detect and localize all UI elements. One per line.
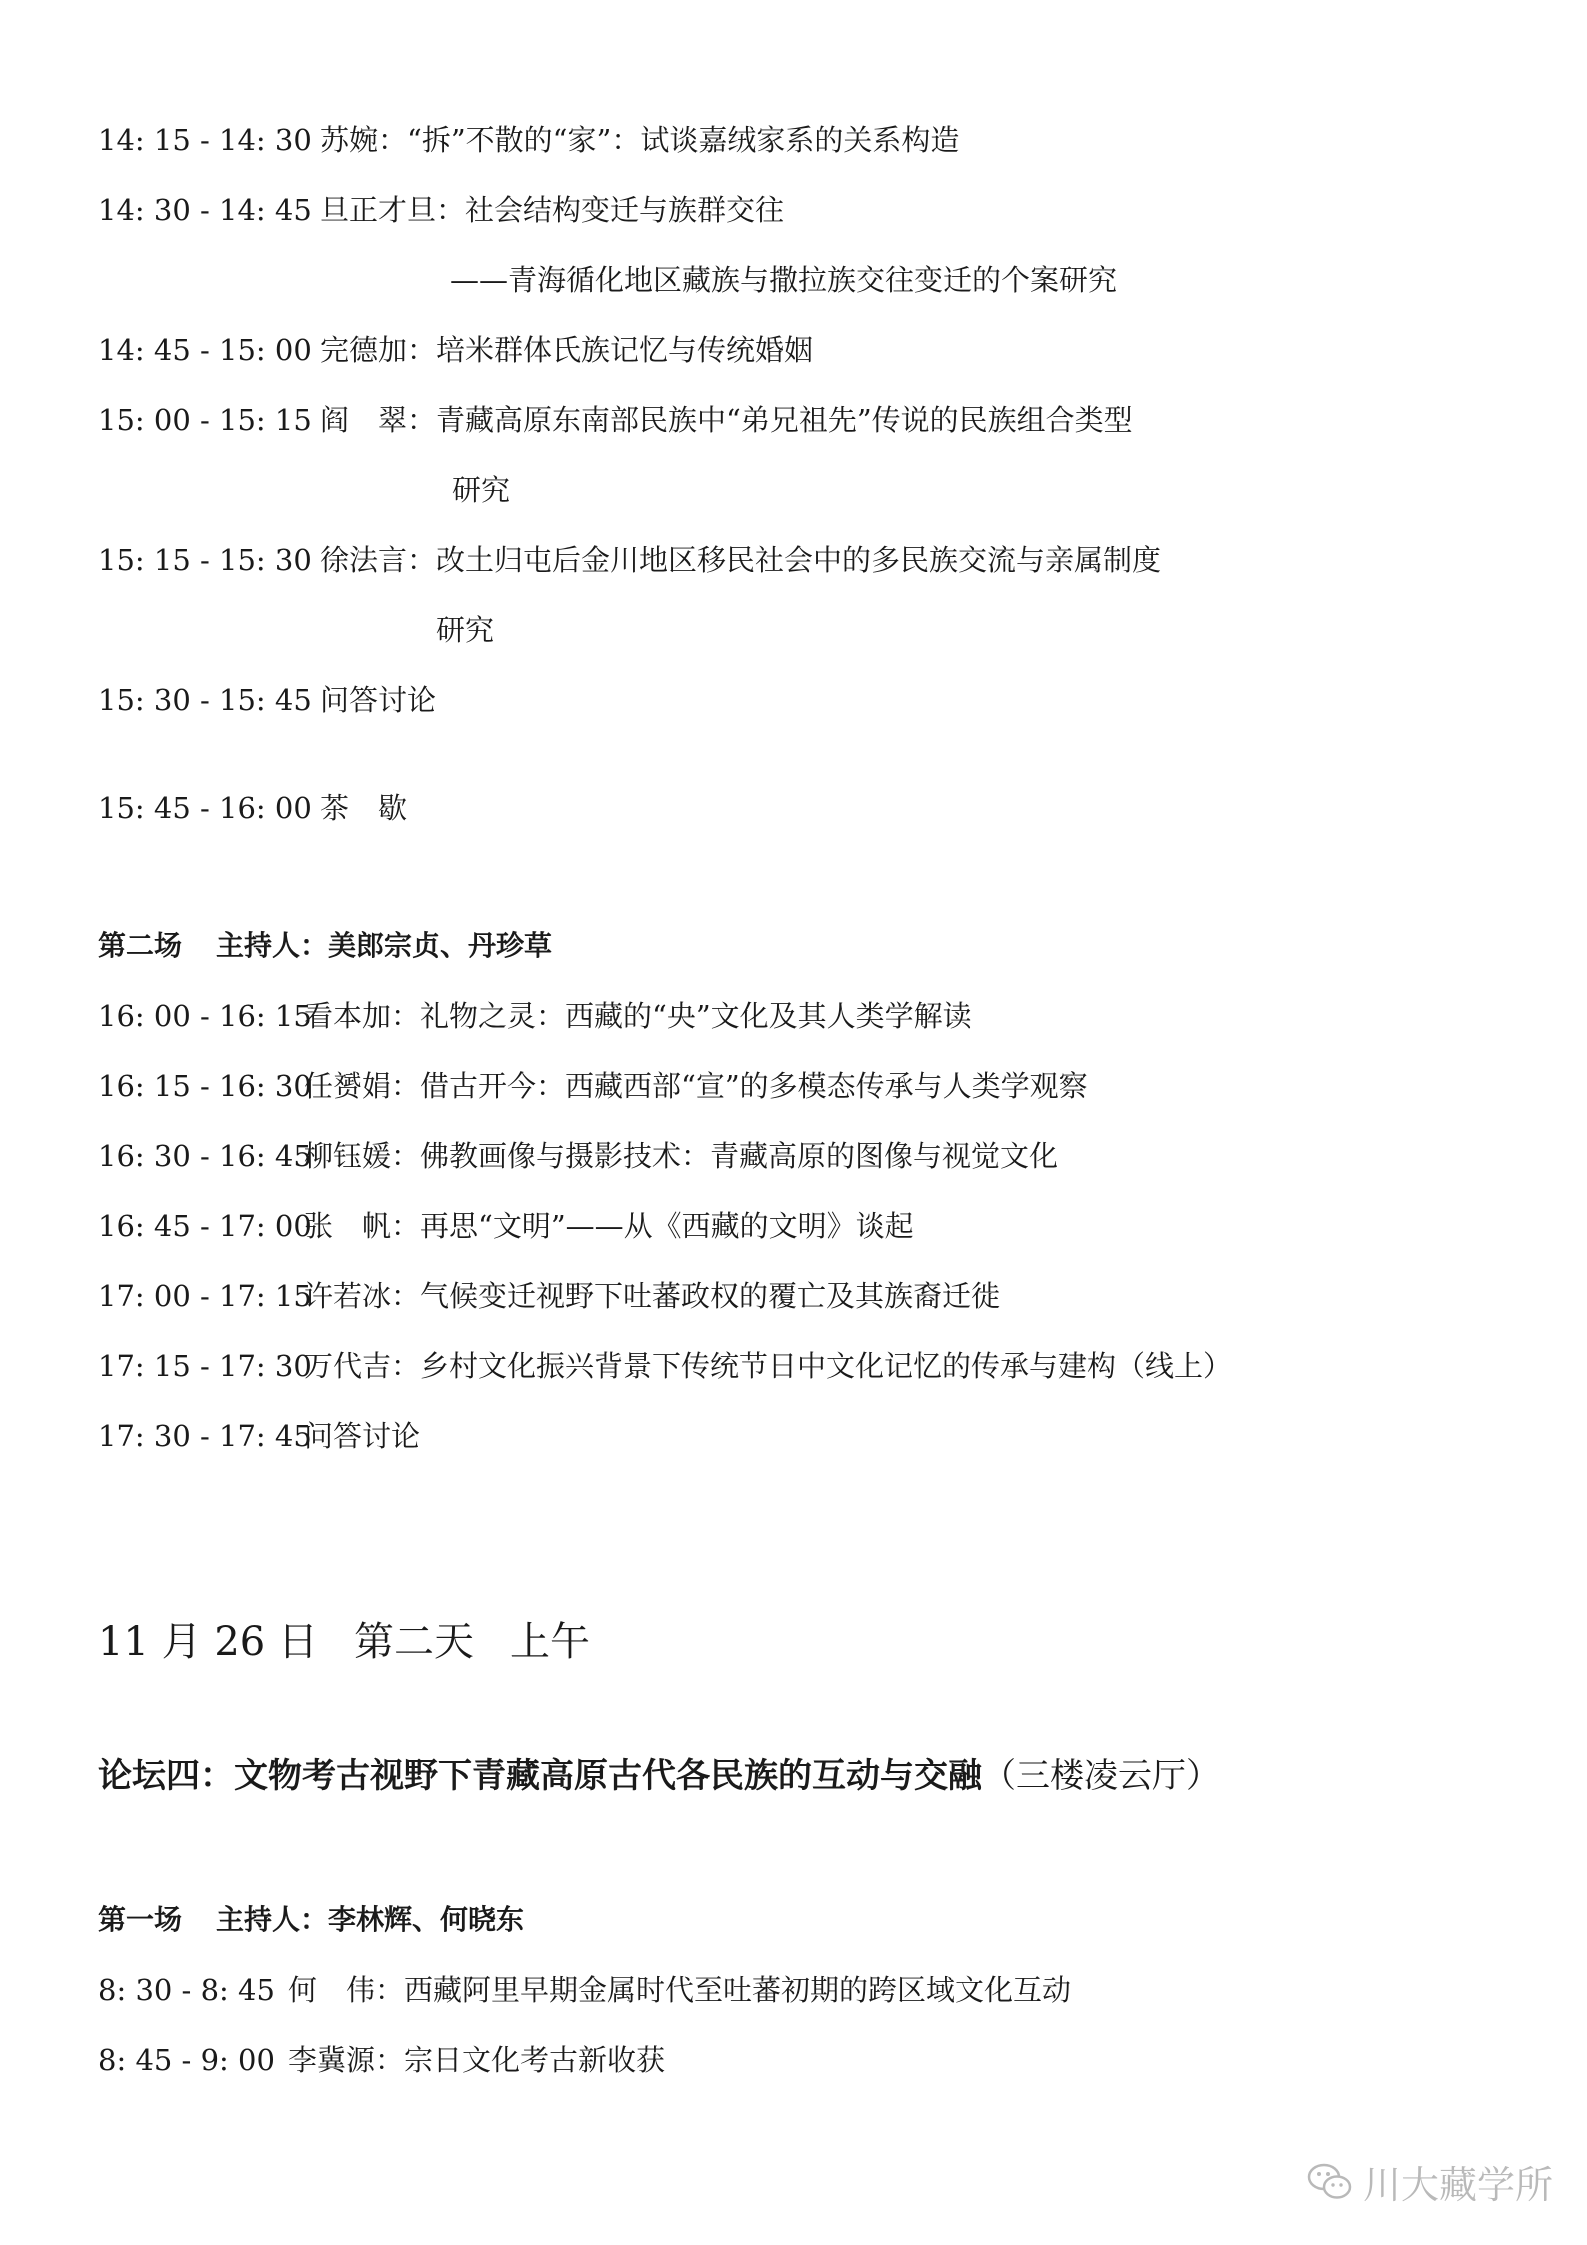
schedule-row: 16: 45 - 17: 00张 帆：再思“文明”——从《西藏的文明》谈起 (98, 1206, 914, 1246)
speaker-name: 李冀源 (288, 2043, 376, 2077)
session-hosts: 主持人：美郎宗贞、丹珍草 (216, 929, 553, 962)
session-label: 第二场 (98, 929, 183, 962)
time-slot: 8: 30 - 8: 45 (98, 1973, 275, 2007)
time-slot: 16: 45 - 17: 00 (98, 1209, 312, 1243)
talk-title: 社会结构变迁与族群交往 (465, 193, 785, 227)
speaker-name: 徐法言 (320, 543, 408, 577)
schedule-row-break (98, 788, 407, 828)
speaker-name: 张 帆 (304, 1209, 392, 1243)
schedule-row: 8: 45 - 9: 00 李冀源：宗日文化考古新收获 (98, 2040, 665, 2080)
talk-title-continuation: 研究 (452, 473, 511, 507)
tea-break-label: 茶 歇 (320, 791, 408, 825)
talk-title: 借古开今：西藏西部“宣”的多模态传承与人类学观察 (420, 1069, 1088, 1103)
day-label: 第二天 (353, 1619, 474, 1665)
talk-title: 气候变迁视野下吐蕃政权的覆亡及其族裔迁徙 (420, 1279, 1001, 1313)
schedule-row: 17: 15 - 17: 30万代吉：乡村文化振兴背景下传统节日中文化记忆的传承与建构（线上） (98, 1346, 1232, 1386)
time-slot: 17: 15 - 17: 30 (98, 1349, 312, 1383)
forum-location: （三楼凌云厅） (982, 1756, 1220, 1796)
talk-title: 再思“文明”——从《西藏的文明》谈起 (420, 1209, 914, 1243)
schedule-row: 14: 45 - 15: 00 完德加：培米群体氏族记忆与传统婚姻 (98, 330, 813, 370)
speaker-name: 万代吉 (304, 1349, 392, 1383)
time-slot: 15: 15 - 15: 30 (98, 543, 312, 577)
speaker-name: 苏婉 (320, 123, 379, 157)
talk-title-continuation: 研究 (436, 613, 495, 647)
time-slot: 15: 45 - 16: 00 (98, 791, 312, 825)
time-slot: 14: 15 - 14: 30 (98, 123, 312, 157)
talk-subtitle: ——青海循化地区藏族与撒拉族交往变迁的个案研究 (450, 263, 1118, 297)
session-hosts: 主持人：李林辉、何晓东 (216, 1903, 525, 1936)
session-label: 第一场 (98, 1903, 183, 1936)
talk-title: 西藏阿里早期金属时代至吐蕃初期的跨区域文化互动 (404, 1973, 1072, 2007)
talk-title: 乡村文化振兴背景下传统节日中文化记忆的传承与建构（线上） (420, 1349, 1233, 1383)
day-date: 11 月 26 日 (98, 1619, 318, 1665)
day-period: 上午 (509, 1619, 590, 1665)
speaker-name: 阎 翠 (320, 403, 408, 437)
time-slot: 17: 30 - 17: 45 (98, 1419, 312, 1453)
time-slot: 16: 30 - 16: 45 (98, 1139, 312, 1173)
forum-heading (98, 1748, 1220, 1797)
speaker-name: 柳钰媛 (304, 1139, 392, 1173)
time-slot: 16: 15 - 16: 30 (98, 1069, 312, 1103)
speaker-name: 何 伟 (288, 1973, 376, 2007)
time-slot: 14: 30 - 14: 45 (98, 193, 312, 227)
watermark (1307, 2154, 1553, 2209)
talk-title: 佛教画像与摄影技术：青藏高原的图像与视觉文化 (420, 1139, 1059, 1173)
session-header (98, 926, 552, 966)
forum-title: 论坛四：文物考古视野下青藏高原古代各民族的互动与交融 (98, 1756, 982, 1796)
talk-title: 宗日文化考古新收获 (404, 2043, 666, 2077)
schedule-row: 16: 00 - 16: 15看本加：礼物之灵：西藏的“央”文化及其人类学解读 (98, 996, 972, 1036)
session-header (98, 1900, 524, 1940)
schedule-row: 14: 15 - 14: 30 苏婉：“拆”不散的“家”：试谈嘉绒家系的关系构造 (98, 120, 959, 160)
speaker-name: 许若冰 (304, 1279, 392, 1313)
speaker-name: 旦正才旦 (320, 193, 437, 227)
wechat-icon (1307, 2162, 1353, 2202)
schedule-row: 8: 30 - 8: 45 何 伟：西藏阿里早期金属时代至吐蕃初期的跨区域文化互动 (98, 1970, 1071, 2010)
time-slot: 14: 45 - 15: 00 (98, 333, 312, 367)
watermark-text: 川大藏学所 (1362, 2163, 1553, 2207)
talk-title: 青藏高原东南部民族中“弟兄祖先”传说的民族组合类型 (436, 403, 1133, 437)
time-slot: 16: 00 - 16: 15 (98, 999, 312, 1033)
qa-label: 问答讨论 (320, 683, 437, 717)
schedule-row: 16: 30 - 16: 45柳钰媛：佛教画像与摄影技术：青藏高原的图像与视觉文化 (98, 1136, 1058, 1176)
day-heading (98, 1610, 590, 1667)
schedule-row: 15: 15 - 15: 30 徐法言：改土归屯后金川地区移民社会中的多民族交流与亲属制度 (98, 540, 1161, 580)
time-slot: 8: 45 - 9: 00 (98, 2043, 275, 2077)
schedule-row: 15: 00 - 15: 15 阎 翠：青藏高原东南部民族中“弟兄祖先”传说的民族组合类型 (98, 400, 1133, 440)
speaker-name: 任赟娟 (304, 1069, 392, 1103)
talk-title: 培米群体氏族记忆与传统婚姻 (436, 333, 814, 367)
schedule-row: 14: 30 - 14: 45 旦正才旦：社会结构变迁与族群交往 (98, 190, 784, 230)
schedule-row-qa (98, 680, 436, 720)
time-slot: 15: 30 - 15: 45 (98, 683, 312, 717)
talk-title: “拆”不散的“家”：试谈嘉绒家系的关系构造 (407, 123, 960, 157)
qa-label: 问答讨论 (304, 1419, 421, 1453)
time-slot: 15: 00 - 15: 15 (98, 403, 312, 437)
schedule-row: 17: 00 - 17: 15许若冰：气候变迁视野下吐蕃政权的覆亡及其族裔迁徙 (98, 1276, 1000, 1316)
talk-title: 礼物之灵：西藏的“央”文化及其人类学解读 (420, 999, 972, 1033)
schedule-row-qa (98, 1416, 420, 1456)
speaker-name: 完德加 (320, 333, 408, 367)
time-slot: 17: 00 - 17: 15 (98, 1279, 312, 1313)
talk-title: 改土归屯后金川地区移民社会中的多民族交流与亲属制度 (436, 543, 1162, 577)
schedule-row: 16: 15 - 16: 30任赟娟：借古开今：西藏西部“宣”的多模态传承与人类学观察 (98, 1066, 1088, 1106)
speaker-name: 看本加 (304, 999, 392, 1033)
